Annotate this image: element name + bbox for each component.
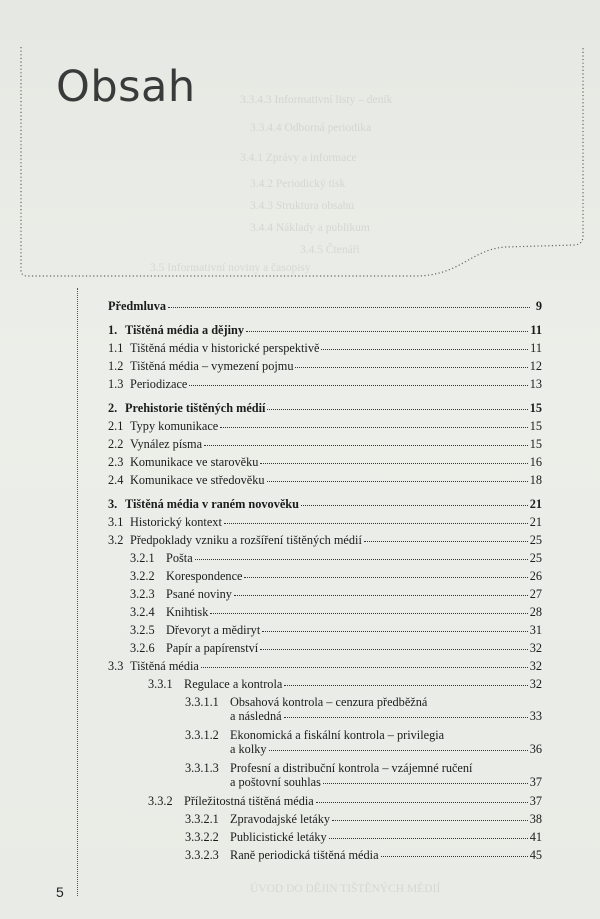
toc-entry-title-continued: a kolky xyxy=(230,742,267,757)
show-through-line: 3.5 Informativní noviny a časopisy xyxy=(150,262,311,274)
show-through-line: 3.4.1 Zprávy a informace xyxy=(240,152,357,164)
dot-leader xyxy=(284,717,528,718)
show-through-line: 3.4.3 Struktura obsahu xyxy=(250,200,355,212)
page-number: 5 xyxy=(56,884,64,900)
toc-entry-page: 45 xyxy=(529,848,542,862)
toc-entry-page: 15 xyxy=(529,401,542,415)
dot-leader xyxy=(301,505,528,506)
toc-entry-page: 32 xyxy=(529,659,542,673)
toc-entry-page: 16 xyxy=(529,455,542,469)
toc-entry-page: 37 xyxy=(529,794,542,808)
dot-leader xyxy=(260,649,528,650)
toc-entry-number: 3.3.2 xyxy=(148,794,173,808)
toc-entry-title: Typy komunikace xyxy=(130,419,219,433)
toc-entry-page: 15 xyxy=(529,419,542,433)
toc-entry[interactable] xyxy=(108,455,542,475)
dot-leader xyxy=(329,838,528,839)
toc-entry-number: 3.2.2 xyxy=(130,569,155,583)
show-through-line: 3.4.2 Periodický tisk xyxy=(250,178,346,190)
dot-leader xyxy=(210,613,527,614)
toc-entry-number: 1.2 xyxy=(108,359,124,373)
toc-entry-number: 3.3.2.1 xyxy=(185,812,219,826)
toc-entry[interactable] xyxy=(108,812,542,832)
toc-entry[interactable] xyxy=(108,323,542,343)
toc-entry[interactable] xyxy=(108,623,542,643)
toc-entry-number: 2.1 xyxy=(108,419,124,433)
toc-entry-title: Historický kontext xyxy=(130,515,222,529)
toc-entry-number: 3.2.6 xyxy=(130,641,155,655)
toc-entry-number: 3.1 xyxy=(108,515,124,529)
toc-entry-number: 2.2 xyxy=(108,437,124,451)
toc-entry-page: 25 xyxy=(529,551,542,565)
margin-rule xyxy=(77,288,78,896)
toc-entry[interactable] xyxy=(108,695,542,731)
toc-entry-page: 36 xyxy=(529,742,542,757)
toc-entry-page: 21 xyxy=(529,497,542,511)
dot-leader xyxy=(168,307,530,308)
toc-entry-page: 12 xyxy=(529,359,542,373)
dot-leader xyxy=(332,820,528,821)
toc-entry-title: Prehistorie tištěných médií xyxy=(125,401,266,415)
toc-entry-title: Raně periodická tištěná média xyxy=(230,848,379,862)
toc-entry[interactable] xyxy=(108,359,542,379)
toc-entry-title: Papír a papírenství xyxy=(166,641,259,655)
toc-entry[interactable] xyxy=(108,437,542,457)
dot-leader xyxy=(189,385,527,386)
toc-entry-page: 28 xyxy=(529,605,542,619)
dot-leader xyxy=(323,783,528,784)
toc-entry[interactable] xyxy=(108,533,542,553)
toc-entry-page: 41 xyxy=(529,830,542,844)
toc-entry[interactable] xyxy=(108,848,542,868)
toc-entry[interactable] xyxy=(108,830,542,850)
toc-entry-title: Předpoklady vzniku a rozšíření tištěných médií xyxy=(130,533,362,547)
toc-entry-page: 11 xyxy=(530,323,542,337)
toc-entry-number: 1. xyxy=(108,323,118,337)
toc-entry-title: Periodizace xyxy=(130,377,188,391)
toc-entry[interactable] xyxy=(108,419,542,439)
toc-entry-number: 3. xyxy=(108,497,118,511)
toc-entry-number: 3.3.2.3 xyxy=(185,848,219,862)
toc-entry-number: 3.2 xyxy=(108,533,124,547)
toc-entry-title: Komunikace ve starověku xyxy=(130,455,259,469)
toc-entry[interactable] xyxy=(108,761,542,797)
toc-entry-number: 3.3.1.1 xyxy=(185,695,219,709)
toc-entry[interactable] xyxy=(108,377,542,397)
toc-entry[interactable] xyxy=(108,473,542,493)
dot-leader xyxy=(381,856,528,857)
toc-entry-title: Předmluva xyxy=(108,299,167,313)
dot-leader xyxy=(295,367,527,368)
dot-leader xyxy=(267,409,527,410)
toc-entry-title: Profesní a distribuční kontrola – vzájemné ručení xyxy=(230,761,473,775)
toc-entry[interactable] xyxy=(108,515,542,535)
toc-entry-number: 3.3.1.2 xyxy=(185,728,219,742)
toc-entry-number: 3.3 xyxy=(108,659,124,673)
toc-entry-page: 18 xyxy=(529,473,542,487)
page-title: Obsah xyxy=(56,62,196,112)
toc-entry-number: 1.1 xyxy=(108,341,124,355)
dot-leader xyxy=(269,750,528,751)
dot-leader xyxy=(316,802,528,803)
toc-entry-number: 2.3 xyxy=(108,455,124,469)
toc-entry-page: 38 xyxy=(529,812,542,826)
toc-entry[interactable] xyxy=(108,641,542,661)
dot-leader xyxy=(260,463,527,464)
toc-entry-title: Obsahová kontrola – cenzura předběžná xyxy=(230,695,428,709)
toc-entry[interactable] xyxy=(108,299,542,319)
toc-entry-number: 2.4 xyxy=(108,473,124,487)
toc-entry-title: Ekonomická a fiskální kontrola – privilegia xyxy=(230,728,445,742)
dot-leader xyxy=(244,577,527,578)
toc-entry[interactable] xyxy=(108,551,542,571)
toc-entry-title: Tištěná média v historické perspektivě xyxy=(130,341,320,355)
toc-entry[interactable] xyxy=(108,587,542,607)
toc-entry[interactable] xyxy=(108,497,542,517)
toc-entry-page: 11 xyxy=(530,341,542,355)
dot-leader xyxy=(364,541,528,542)
dot-leader xyxy=(262,631,527,632)
toc-entry-number: 3.2.5 xyxy=(130,623,155,637)
show-through-line: ÚVOD DO DĚJIN TIŠTĚNÝCH MÉDIÍ xyxy=(250,883,441,895)
dot-leader xyxy=(220,427,527,428)
dot-leader xyxy=(267,481,528,482)
toc-entry-title: Zpravodajské letáky xyxy=(230,812,331,826)
dot-leader xyxy=(234,595,528,596)
toc-entry[interactable] xyxy=(108,677,542,697)
show-through-line: 3.4.5 Čtenáři xyxy=(300,244,360,256)
toc-entry-page: 33 xyxy=(529,709,542,724)
dot-leader xyxy=(201,667,528,668)
dot-leader xyxy=(321,349,528,350)
dot-leader xyxy=(284,685,527,686)
toc-entry-page: 21 xyxy=(529,515,542,529)
toc-entry-number: 3.2.3 xyxy=(130,587,155,601)
toc-entry-number: 2. xyxy=(108,401,118,415)
toc-entry-title: Vynález písma xyxy=(130,437,203,451)
toc-entry[interactable] xyxy=(108,728,542,764)
toc-entry-page: 15 xyxy=(529,437,542,451)
dot-leader xyxy=(195,559,528,560)
toc-entry-title: Komunikace ve středověku xyxy=(130,473,265,487)
toc-entry-title: Psané noviny xyxy=(166,587,232,601)
toc-entry-title: Tištěná média – vymezení pojmu xyxy=(130,359,294,373)
toc-entry-title: Knihtisk xyxy=(166,605,209,619)
toc-entry[interactable] xyxy=(108,794,542,814)
toc-entry-page: 32 xyxy=(529,677,542,691)
toc-entry[interactable] xyxy=(108,401,542,421)
toc-entry[interactable] xyxy=(108,659,542,679)
toc-entry-page: 27 xyxy=(529,587,542,601)
toc-entry-number: 1.3 xyxy=(108,377,124,391)
toc-entry-title-continued: a následná xyxy=(230,709,282,724)
toc-entry-number: 3.2.4 xyxy=(130,605,155,619)
dot-leader xyxy=(204,445,528,446)
toc-entry-page: 37 xyxy=(529,775,542,790)
toc-entry-number: 3.3.1.3 xyxy=(185,761,219,775)
toc-entry-number: 3.3.2.2 xyxy=(185,830,219,844)
toc-entry-page: 25 xyxy=(529,533,542,547)
toc-entry-title: Tištěná média a dějiny xyxy=(125,323,244,337)
toc-entry-title: Tištěná média xyxy=(130,659,199,673)
toc-entry-title: Příležitostná tištěná média xyxy=(184,794,314,808)
dot-leader xyxy=(224,523,528,524)
toc-entry-title: Tištěná média v raném novověku xyxy=(125,497,299,511)
toc-entry-page: 32 xyxy=(529,641,542,655)
toc-entry-number: 3.2.1 xyxy=(130,551,155,565)
toc-entry-title: Korespondence xyxy=(166,569,243,583)
header-frame xyxy=(0,0,600,300)
toc-entry[interactable] xyxy=(108,605,542,625)
toc-entry-page: 13 xyxy=(529,377,542,391)
toc-entry-title: Dřevoryt a mědiryt xyxy=(166,623,261,637)
toc-entry-number: 3.3.1 xyxy=(148,677,173,691)
toc-entry-title: Publicistické letáky xyxy=(230,830,327,844)
toc-entry[interactable] xyxy=(108,569,542,589)
toc-entry-page: 31 xyxy=(529,623,542,637)
toc-entry-title: Regulace a kontrola xyxy=(184,677,283,691)
show-through-line: 3.3.4.4 Odborná periodika xyxy=(250,122,372,134)
toc-entry-page: 9 xyxy=(535,299,542,313)
show-through-line: 3.3.4.3 Informativní listy – deník xyxy=(240,94,393,106)
toc-entry[interactable] xyxy=(108,341,542,361)
dot-leader xyxy=(246,331,528,332)
show-through-line: 3.4.4 Náklady a publikum xyxy=(250,222,370,234)
toc-entry-title: Pošta xyxy=(166,551,193,565)
toc-entry-title-continued: a poštovní souhlas xyxy=(230,775,321,790)
toc-entry-page: 26 xyxy=(529,569,542,583)
